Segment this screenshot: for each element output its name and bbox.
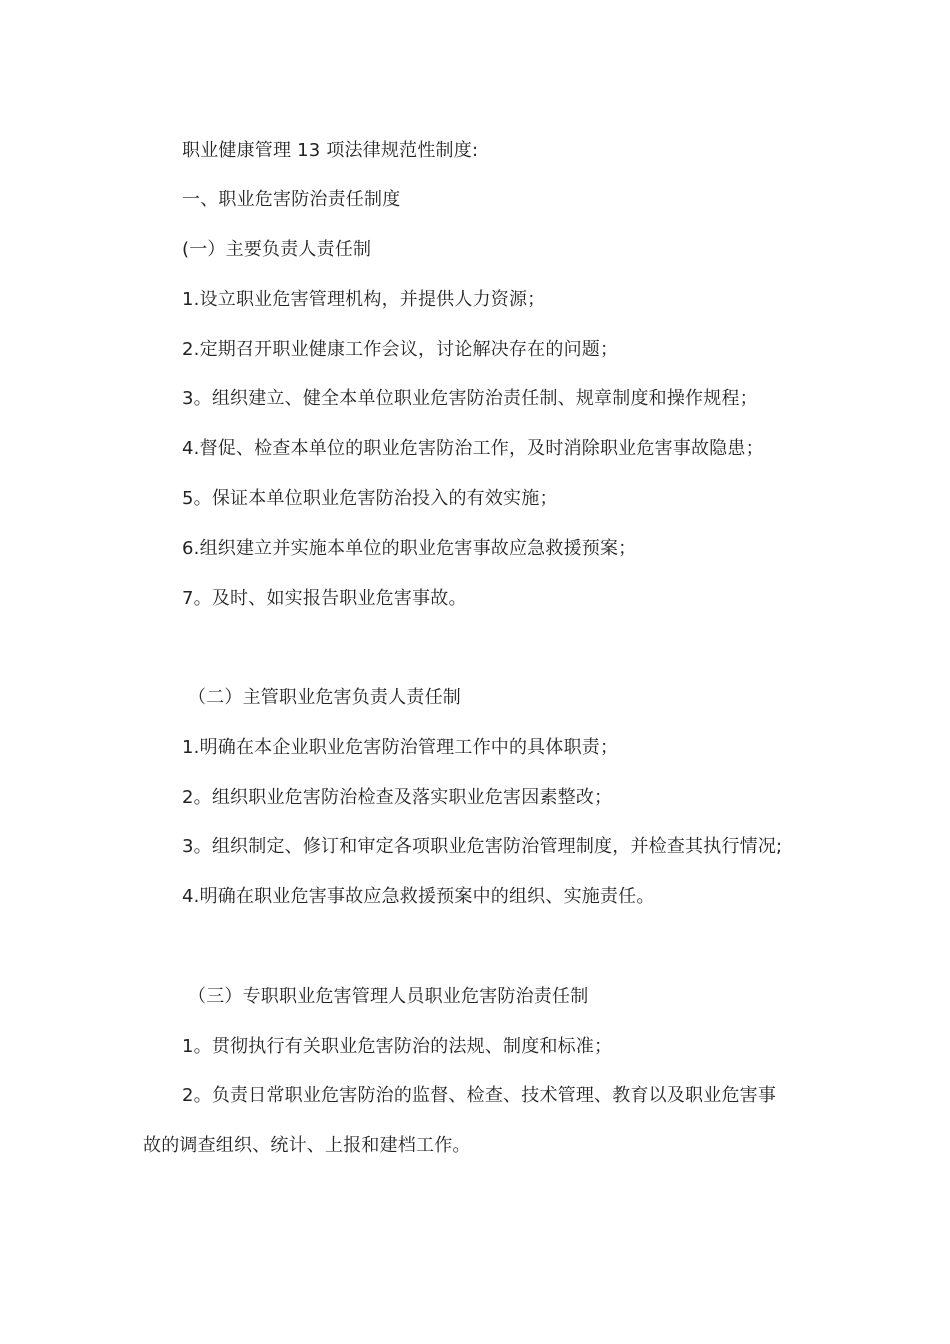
list-item: 1.明确在本企业职业危害防治管理工作中的具体职责； [182, 737, 619, 758]
document-title: 职业健康管理 13 项法律规范性制度: [182, 140, 479, 161]
list-item: 2。负责日常职业危害防治的监督、检查、技术管理、教育以及职业危害事 [182, 1085, 777, 1106]
list-item-continuation: 故的调查组织、统计、上报和建档工作。 [143, 1135, 471, 1156]
subsection-heading: （二）主管职业危害负责人责任制 [188, 687, 461, 708]
section-heading: 一、职业危害防治责任制度 [182, 189, 401, 210]
subsection-heading: （三）专职职业危害管理人员职业危害防治责任制 [188, 986, 589, 1007]
subsection-heading: (一）主要负责人责任制 [182, 239, 372, 260]
list-item: 2.定期召开职业健康工作会议，讨论解决存在的问题； [182, 339, 619, 360]
list-item: 1。贯彻执行有关职业危害防治的法规、制度和标准； [182, 1036, 613, 1057]
list-item: 1.设立职业危害管理机构，并提供人力资源； [182, 289, 546, 310]
list-item: 7。及时、如实报告职业危害事故。 [182, 588, 467, 609]
list-item: 4.督促、检查本单位的职业危害防治工作，及时消除职业危害事故隐患； [182, 438, 764, 459]
list-item: 3。组织制定、修订和审定各项职业危害防治管理制度，并检查其执行情况; [182, 836, 783, 857]
list-item: 5。保证本单位职业危害防治投入的有效实施； [182, 488, 558, 509]
list-item: 2。组织职业危害防治检查及落实职业危害因素整改； [182, 787, 613, 808]
list-item: 6.组织建立并实施本单位的职业危害事故应急救援预案； [182, 538, 637, 559]
list-item: 3。组织建立、健全本单位职业危害防治责任制、规章制度和操作规程； [182, 388, 758, 409]
list-item: 4.明确在职业危害事故应急救援预案中的组织、实施责任。 [182, 886, 655, 907]
